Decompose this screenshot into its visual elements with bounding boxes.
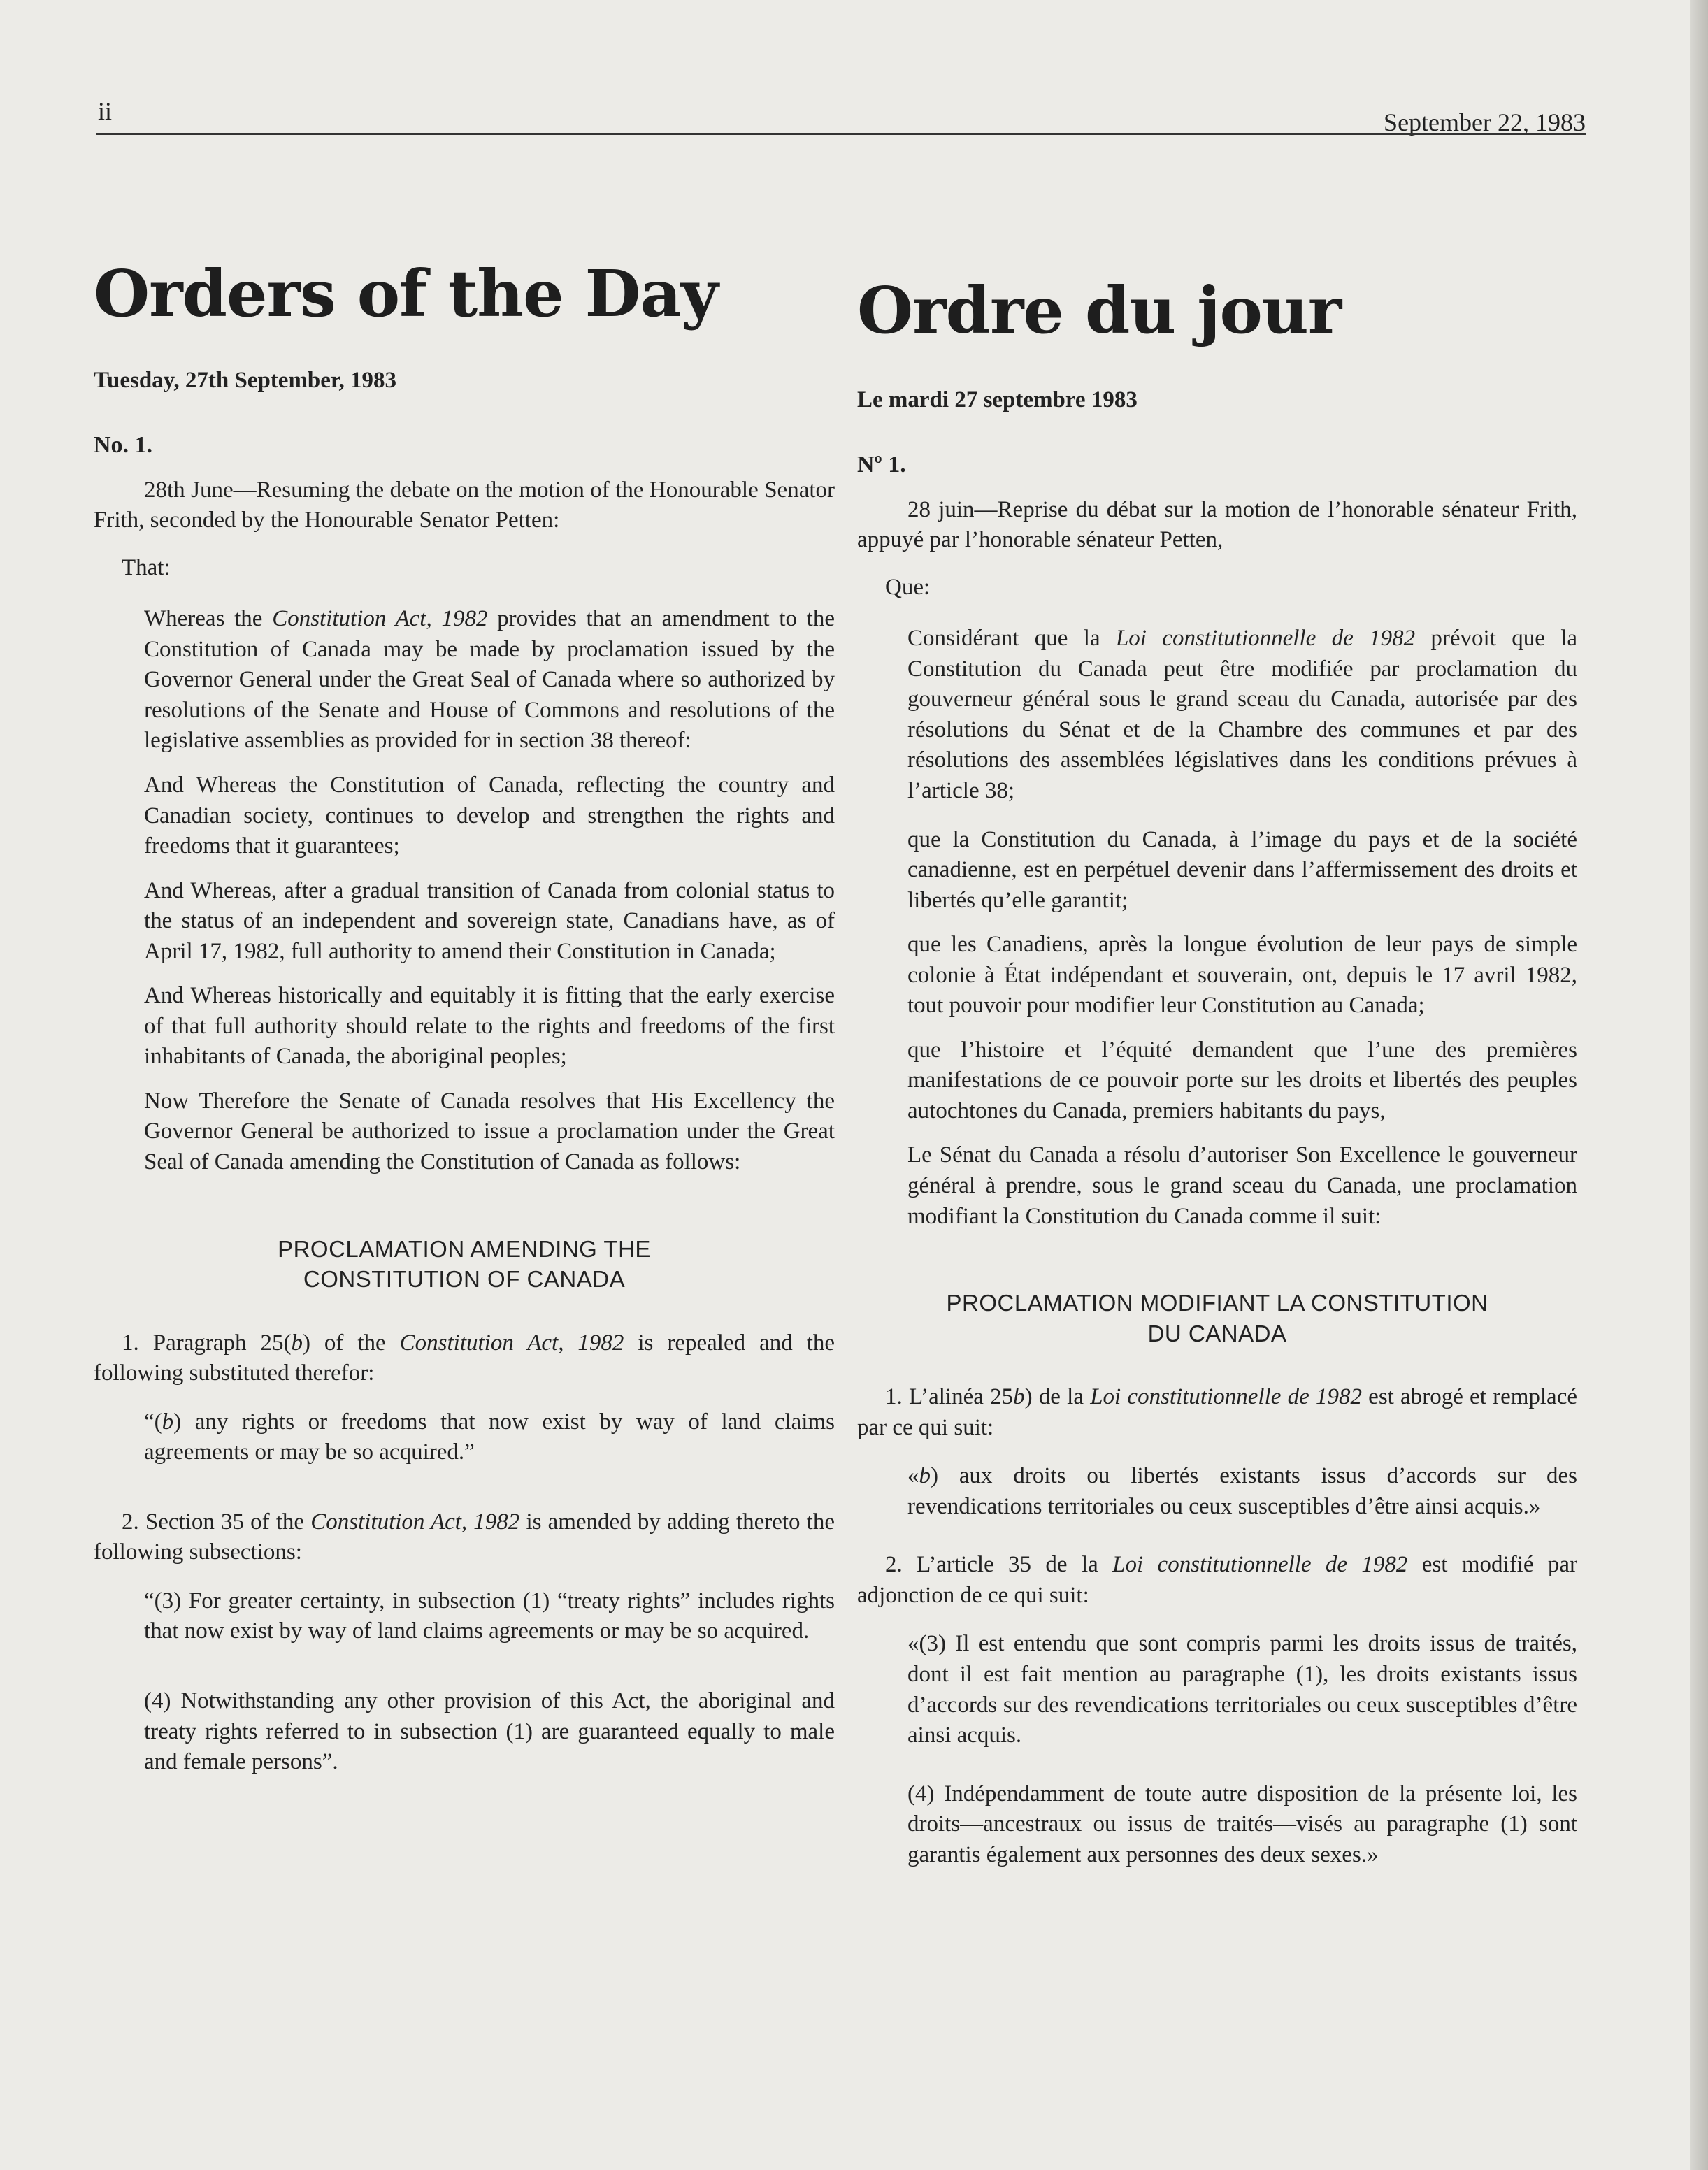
modification-quote-2: «(3) Il est entendu que sont compris parmi les droits issus de traités, dont il est fait mention au paragraphe (1), les droits existants issus d’accords sur des revendications territoriales ou ceux susceptibles d’être ainsi acquis. — [907, 1631, 1577, 1748]
french-column — [857, 259, 1577, 1909]
considerant-clause-2: que la Constitution du Canada, à l’image du pays et de la société canadienne, est en perpétuel devenir dans l’affermissement des droits et libertés qu’elle garantit; — [907, 826, 1577, 913]
modification-item-2: 2. L’article 35 de la Loi constitutionnelle de 1982 est modifié par adjonction de ce qui suit: — [857, 1552, 1577, 1608]
amendment-item-1: 1. Paragraph 25(b) of the Constitution Act, 1982 is repealed and the following substituted therefor: — [94, 1330, 835, 1386]
whereas-clause-1: Whereas the Constitution Act, 1982 provides that an amendment to the Constitution of Canada may be made by proclamation issued by the Governor General under the Great Seal of Canada where so authorized by resolutions of the Senate and House of Commons and resolutions of the legislative assemblies as provided for in section 38 thereof: — [144, 606, 835, 754]
order-number-english: No. 1. — [94, 431, 153, 458]
proclamation-heading-english: PROCLAMATION AMENDING THE CONSTITUTION OF CANADA — [278, 1235, 651, 1293]
header-date: September 22, 1983 — [1384, 108, 1586, 136]
modification-quote-1: «b) aux droits ou libertés existants issus d’accords sur des revendications territoriales ou ceux susceptibles d’être ainsi acquis.» — [907, 1463, 1577, 1519]
order-number-french: Nº 1. — [857, 451, 906, 477]
page-edge-shadow — [1690, 0, 1708, 2170]
page-folio: ii — [98, 97, 113, 125]
resolu-clause: Le Sénat du Canada a résolu d’autoriser Son Excellence le gouverneur général à prendre, sous le grand sceau du Canada, une proclamation modifiant la Constitution du Canada comme il suit: — [907, 1142, 1577, 1229]
whereas-clause-3: And Whereas, after a gradual transition of Canada from colonial status to the status of an independent and sovereign state, Canadians have, as of April 17, 1982, full authority to amend their Constitution in Canada; — [144, 877, 835, 964]
amendment-quote-3: (4) Notwithstanding any other provision of this Act, the aboriginal and treaty rights referred to in subsection (1) are guaranteed equally to male and female persons”. — [144, 1688, 835, 1775]
motion-intro-french: 28 juin—Reprise du débat sur la motion de l’honorable sénateur Frith, appuyé par l’honorable sénateur Petten, — [857, 496, 1577, 553]
page-title-french: Ordre du jour — [857, 273, 1342, 348]
that-label: That: — [122, 554, 171, 580]
modification-item-1: 1. L’alinéa 25b) de la Loi constitutionnelle de 1982 est abrogé et remplacé par ce qui suit: — [857, 1384, 1577, 1440]
english-column — [94, 256, 835, 1817]
page-header — [96, 91, 1586, 140]
resolution-clause: Now Therefore the Senate of Canada resolves that His Excellency the Governor General be authorized to issue a proclamation under the Great Seal of Canada amending the Constitution of Canada as follows: — [144, 1088, 835, 1174]
page-title-english: Orders of the Day — [94, 256, 718, 331]
amendment-quote-1: “(b) any rights or freedoms that now exist by way of land claims agreements or may be so acquired.” — [144, 1409, 835, 1465]
header-rule — [96, 133, 1586, 135]
proclamation-heading-french: PROCLAMATION MODIFIANT LA CONSTITUTION DU CANADA — [946, 1290, 1488, 1346]
whereas-clause-4: And Whereas historically and equitably it is fitting that the early exercise of that full authority should relate to the rights and freedoms of the first inhabitants of Canada, the aboriginal peoples; — [144, 983, 835, 1070]
que-label: Que: — [885, 574, 931, 600]
considerant-clause-1: Considérant que la Loi constitutionnelle de 1982 prévoit que la Constitution du Canada peut être modifiée par proclamation du gouverneur général sous le grand sceau du Canada, autorisée par des résolutions du Sénat et de la Chambre des communes et par des résolutions des assemblées législatives dans les conditions prévues à l’article 38; — [907, 626, 1578, 803]
sitting-date-french: Le mardi 27 septembre 1983 — [857, 387, 1138, 413]
whereas-clause-2: And Whereas the Constitution of Canada, reflecting the country and Canadian society, continues to develop and strengthen the rights and freedoms that it guarantees; — [144, 772, 835, 859]
sitting-date-english: Tuesday, 27th September, 1983 — [94, 368, 397, 394]
amendment-quote-2: “(3) For greater certainty, in subsection (1) “treaty rights” includes rights that now exist by way of land claims agreements or may be so acquired. — [144, 1588, 835, 1644]
considerant-clause-3: que les Canadiens, après la longue évolution de leur pays de simple colonie à État indépendant et souverain, ont, depuis le 17 avril 1982, tout pouvoir pour modifier leur Constitution au Canada; — [907, 932, 1577, 1019]
motion-intro-english: 28th June—Resuming the debate on the motion of the Honourable Senator Frith, seconded by the Honourable Senator Petten: — [94, 477, 835, 533]
considerant-clause-4: que l’histoire et l’équité demandent que l’une des premières manifestations de ce pouvoir porte sur les droits et libertés des peuples autochtones du Canada, premiers habitants du pays, — [907, 1037, 1577, 1123]
modification-quote-3: (4) Indépendamment de toute autre disposition de la présente loi, les droits—ancestraux ou issus de traités—visés au paragraphe (1) sont garantis également aux personnes des deux sexes.» — [907, 1781, 1577, 1867]
amendment-item-2: 2. Section 35 of the Constitution Act, 1982 is amended by adding thereto the following subsections: — [94, 1509, 835, 1565]
